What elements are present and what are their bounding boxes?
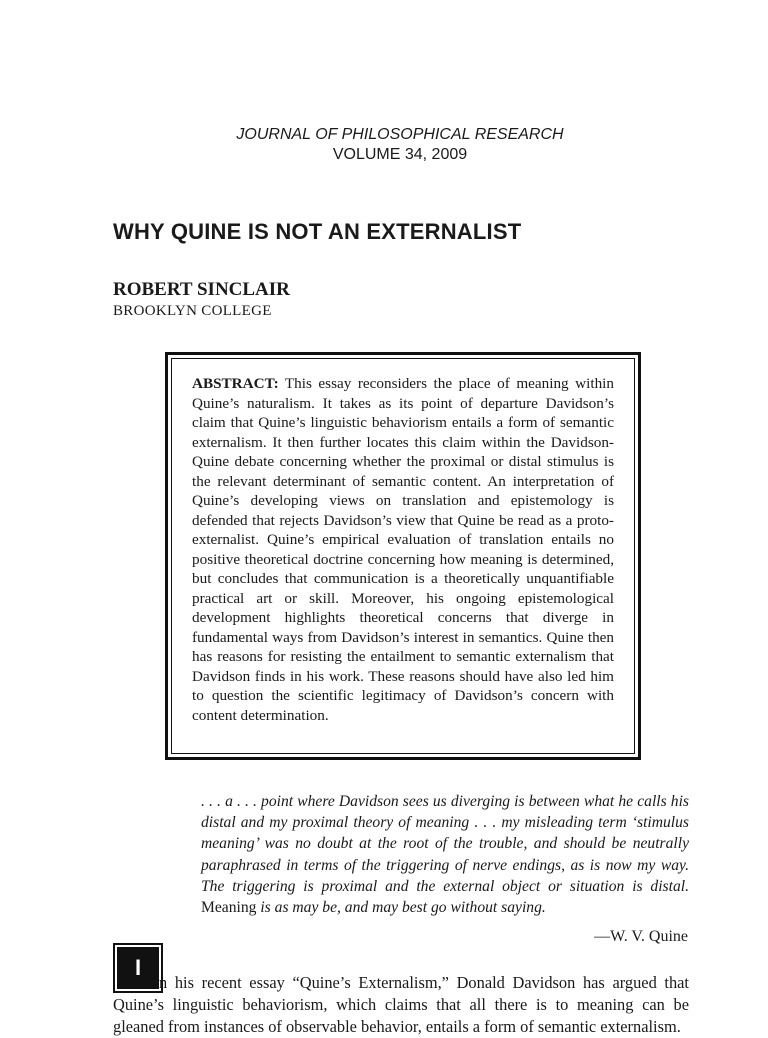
journal-volume: VOLUME 34, 2009 <box>332 146 468 163</box>
epigraph-roman-word: Meaning <box>201 899 257 917</box>
author-affiliation: BROOKLYN COLLEGE <box>113 303 272 319</box>
drop-cap-letter: I <box>117 947 159 989</box>
journal-name: JOURNAL OF PHILOSOPHICAL RESEARCH <box>236 126 564 143</box>
epigraph-text-part-2: is as may be, and may best go without saying. <box>260 899 546 917</box>
body-paragraph: n his recent essay “Quine’s Externalism,” Donald Davidson has argued that Quine’s linguistic behaviorism, which claims that all there is to meaning can be gleaned from instances of observable behavior, entails a form of semantic externalism. <box>113 973 689 1036</box>
epigraph-attribution: —W. V. Quine <box>594 928 688 945</box>
epigraph-text-part-1: . . . a . . . point where Davidson sees us diverging is between what he calls his distal and my proximal theory of meaning . . . my misleading term ‘stimulus meaning’ was no doubt at the root of the trouble, and should be neutrally paraphrased in terms of the triggering of nerve endings, as is now my way. The triggering is proximal and the external object or situation is distal. <box>201 793 689 895</box>
abstract-label: ABSTRACT: <box>192 375 279 392</box>
abstract <box>171 358 635 754</box>
journal-header <box>0 125 768 165</box>
author-name: ROBERT SINCLAIR <box>113 279 290 300</box>
article-title: WHY QUINE IS NOT AN EXTERNALIST <box>113 219 522 244</box>
epigraph-quote <box>201 791 689 918</box>
abstract-text: This essay reconsiders the place of meaning within Quine’s naturalism. It takes as its point of departure Davidson’s claim that Quine’s linguistic behaviorism entails a form of semantic externalism. It then further locates this claim within the Davidson-Quine debate concerning whether the proximal or distal stimulus is the relevant determinant of semantic content. An interpretation of Quine’s developing views on translation and epistemology is defended that rejects Davidson’s view that Quine be read as a proto-externalist. Quine’s empirical evaluation of translation entails no positive theoretical doctrine concerning how meaning is determined, but concludes that communication is a theoretically unquantifiable practical art or skill. Moreover, his ongoing epistemological development highlights theoretical concerns that diverge in fundamental ways from Davidson’s interest in semantics. Quine then has reasons for resisting the entailment to semantic externalism that Davidson finds in his work. These reasons should have also led him to question the scientific legitimacy of Davidson’s concern with content determination. <box>192 375 614 724</box>
abstract-box <box>165 352 641 760</box>
